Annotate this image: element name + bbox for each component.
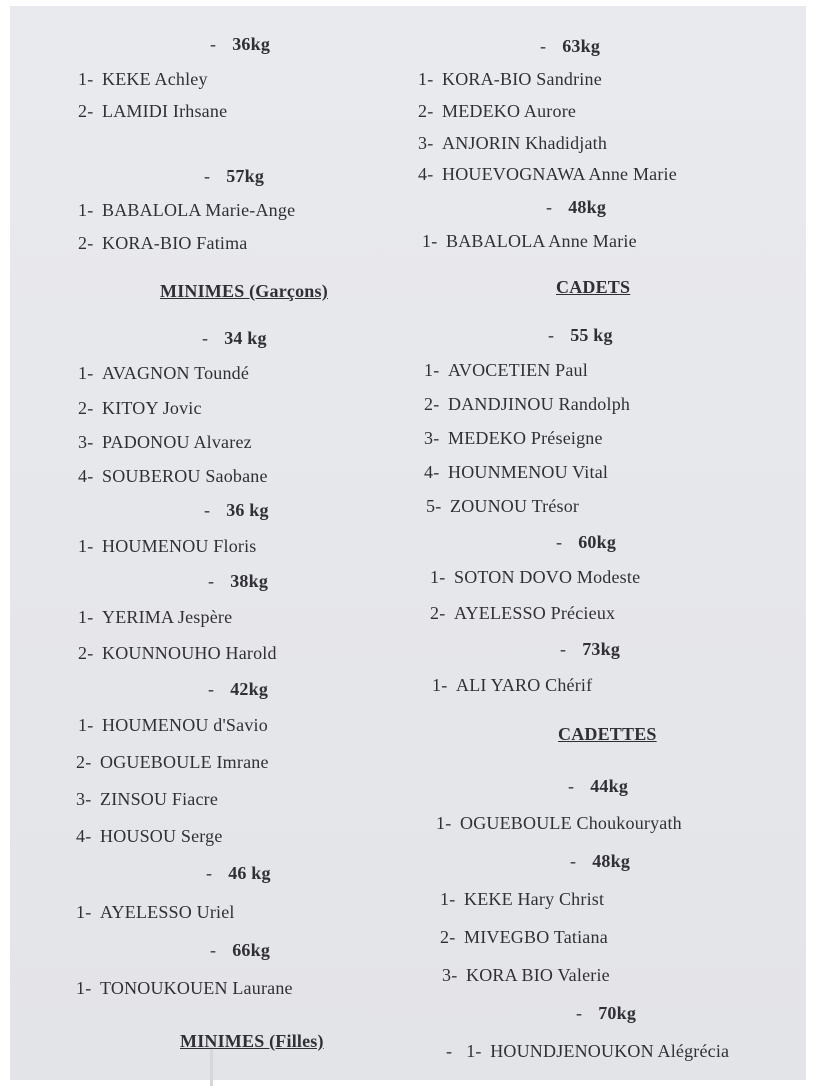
athlete-entry: 1- AYELESSO Uriel bbox=[76, 902, 235, 922]
weight-class-heading: - 70kg bbox=[576, 1003, 637, 1023]
weight-class-heading: - 44kg bbox=[568, 776, 629, 796]
athlete-entry: 2- OGUEBOULE Imrane bbox=[76, 752, 269, 772]
athlete-entry: 3- MEDEKO Préseigne bbox=[424, 428, 603, 448]
weight-class-heading: - 42kg bbox=[208, 679, 269, 699]
athlete-entry: 3- ANJORIN Khadidjath bbox=[418, 133, 608, 153]
athlete-entry: 4- SOUBEROU Saobane bbox=[78, 466, 268, 486]
athlete-entry: 4- HOUEVOGNAWA Anne Marie bbox=[418, 164, 677, 184]
athlete-entry: 3- ZINSOU Fiacre bbox=[76, 789, 219, 809]
document-page bbox=[10, 6, 806, 1080]
weight-class-heading: - 60kg bbox=[556, 532, 617, 552]
athlete-entry: 1- ALI YARO Chérif bbox=[432, 675, 593, 695]
athlete-entry: 2- KOUNNOUHO Harold bbox=[78, 643, 277, 663]
athlete-entry: 2- DANDJINOU Randolph bbox=[424, 394, 631, 414]
athlete-entry: - 1- HOUNDJENOUKON Alégrécia bbox=[446, 1041, 730, 1061]
weight-class-heading: - 48kg bbox=[546, 197, 607, 217]
weight-class-heading: - 38kg bbox=[208, 571, 269, 591]
athlete-entry: 2- KORA-BIO Fatima bbox=[78, 233, 248, 253]
weight-class-heading: - 36 kg bbox=[204, 500, 269, 520]
athlete-entry: 1- AVOCETIEN Paul bbox=[424, 360, 588, 380]
athlete-entry: 2- LAMIDI Irhsane bbox=[78, 101, 228, 121]
athlete-entry: 3- KORA BIO Valerie bbox=[442, 965, 610, 985]
athlete-entry: 4- HOUSOU Serge bbox=[76, 826, 223, 846]
weight-class-heading: - 46 kg bbox=[206, 863, 271, 883]
weight-class-heading: - 55 kg bbox=[548, 325, 613, 345]
weight-class-heading: - 66kg bbox=[210, 940, 271, 960]
athlete-entry: 2- KITOY Jovic bbox=[78, 398, 202, 418]
athlete-entry: 2- MEDEKO Aurore bbox=[418, 101, 577, 121]
category-heading: CADETTES bbox=[558, 724, 657, 744]
weight-class-heading: - 57kg bbox=[204, 166, 265, 186]
weight-class-heading: - 48kg bbox=[570, 851, 631, 871]
athlete-entry: 1- KEKE Hary Christ bbox=[440, 889, 605, 909]
athlete-entry: 1- HOUMENOU d'Savio bbox=[78, 715, 268, 735]
weight-class-heading: - 36kg bbox=[210, 34, 271, 54]
athlete-entry: 1- BABALOLA Marie-Ange bbox=[78, 200, 296, 220]
athlete-entry: 4- HOUNMENOU Vital bbox=[424, 462, 609, 482]
athlete-entry: 3- PADONOU Alvarez bbox=[78, 432, 252, 452]
athlete-entry: 1- SOTON DOVO Modeste bbox=[430, 567, 641, 587]
category-heading: MINIMES (Filles) bbox=[180, 1031, 324, 1051]
category-heading: CADETS bbox=[556, 277, 631, 297]
athlete-entry: 1- BABALOLA Anne Marie bbox=[422, 231, 637, 251]
athlete-entry: 2- AYELESSO Précieux bbox=[430, 603, 616, 623]
weight-class-heading: - 73kg bbox=[560, 639, 621, 659]
paper-fold-shadow bbox=[210, 1046, 213, 1086]
category-heading: MINIMES (Garçons) bbox=[160, 281, 328, 301]
athlete-entry: 2- MIVEGBO Tatiana bbox=[440, 927, 608, 947]
athlete-entry: 1- KEKE Achley bbox=[78, 69, 208, 89]
athlete-entry: 1- HOUMENOU Floris bbox=[78, 536, 257, 556]
athlete-entry: 1- TONOUKOUEN Laurane bbox=[76, 978, 293, 998]
athlete-entry: 1- YERIMA Jespère bbox=[78, 607, 233, 627]
athlete-entry: 1- OGUEBOULE Choukouryath bbox=[436, 813, 682, 833]
athlete-entry: 1- KORA-BIO Sandrine bbox=[418, 69, 602, 89]
weight-class-heading: - 34 kg bbox=[202, 328, 267, 348]
weight-class-heading: - 63kg bbox=[540, 36, 601, 56]
athlete-entry: 1- AVAGNON Toundé bbox=[78, 363, 250, 383]
athlete-entry: 5- ZOUNOU Trésor bbox=[426, 496, 580, 516]
